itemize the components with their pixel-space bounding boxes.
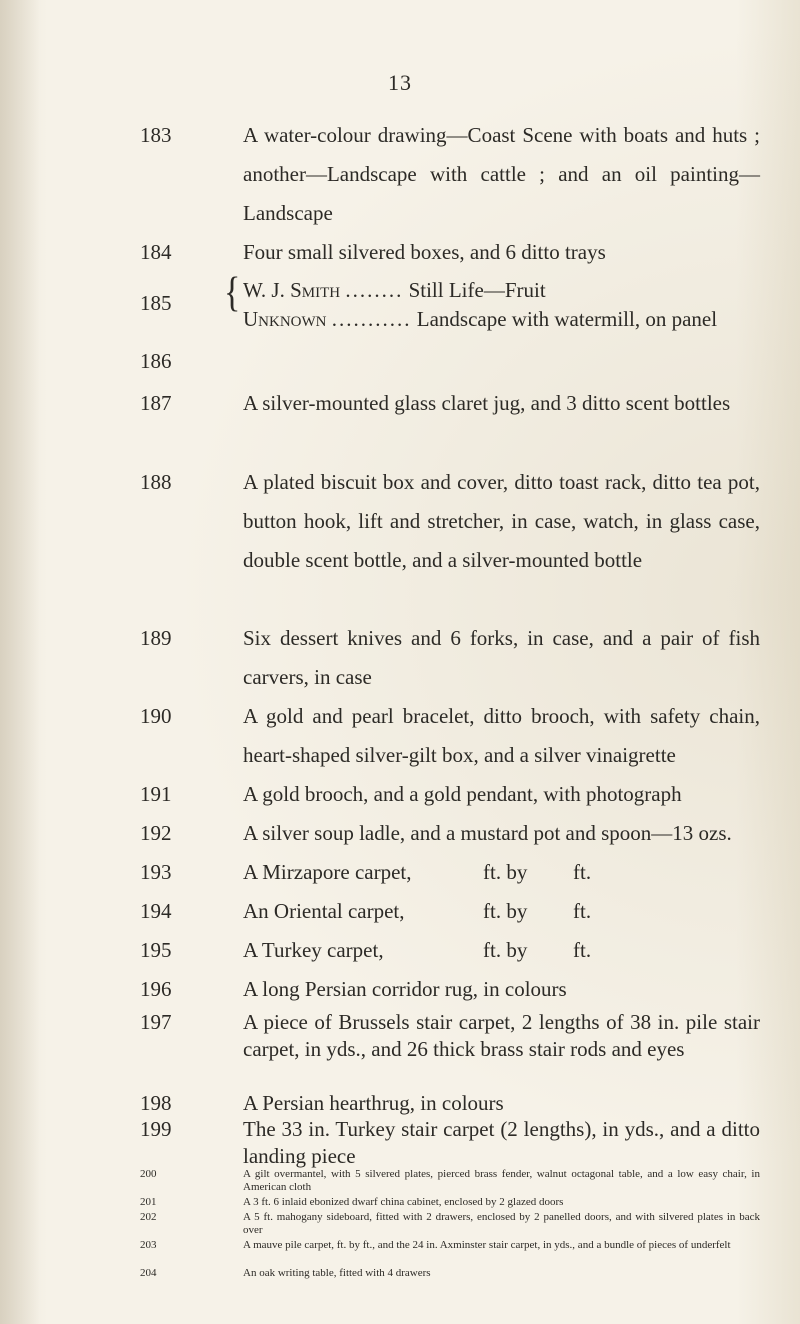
- lot-number: 193: [140, 860, 172, 884]
- lot-description: Six dessert knives and 6 forks, in case, and a pair of fish carvers, in case: [243, 626, 760, 689]
- lot-number: 202: [140, 1211, 157, 1223]
- lot-description: [243, 931, 760, 970]
- artist-name: W. J. Smith: [243, 278, 341, 302]
- lot-number: 185: [140, 291, 172, 315]
- artwork-title: Still Life—Fruit: [408, 278, 546, 302]
- lot-number: 201: [140, 1196, 157, 1208]
- lot-description: A water-colour drawing—Coast Scene with boats and huts ; another—Landscape with cattle ; and an oil painting—Landscape: [243, 123, 760, 225]
- lot-description: A plated biscuit box and cover, ditto toast rack, ditto tea pot, button hook, lift and stretcher, in case, watch, in glass case, double scent bottle, and a silver-mounted bottle: [243, 470, 760, 572]
- lot-number: 184: [140, 240, 172, 264]
- lot-number: 198: [140, 1091, 172, 1115]
- lot-entry: [243, 276, 760, 305]
- lot-number: 192: [140, 821, 172, 845]
- bracket-glyph: {: [224, 269, 241, 316]
- leader-dots: ...........: [331, 307, 412, 331]
- lot-description: Four small silvered boxes, and 6 ditto trays: [243, 240, 606, 264]
- lot-description: A gold and pearl bracelet, ditto brooch, with safety chain, heart-shaped silver-gilt box, and a silver vinaigrette: [243, 704, 760, 767]
- lot-number: 197: [140, 1010, 172, 1034]
- dimension-label: ft.: [573, 860, 592, 884]
- carpet-description: An Oriental carpet,: [243, 899, 405, 923]
- page-edge-shadow: [0, 0, 40, 1324]
- dimension-label: ft. by: [483, 860, 528, 884]
- lot-description: A long Persian corridor rug, in colours: [243, 977, 567, 1001]
- carpet-description: A Turkey carpet,: [243, 938, 384, 962]
- lot-description: A Persian hearthrug, in colours: [243, 1091, 504, 1115]
- lot-description: A mauve pile carpet, ft. by ft., and the 24 in. Axminster stair carpet, in yds., and a bundle of pieces of underfelt: [243, 1239, 731, 1251]
- lot-description: A gold brooch, and a gold pendant, with photograph: [243, 782, 682, 806]
- lot-number: 203: [140, 1239, 157, 1251]
- lot-description: [243, 276, 760, 334]
- lot-number: 190: [140, 704, 172, 728]
- dimension-label: ft.: [573, 899, 592, 923]
- lot-description: The 33 in. Turkey stair carpet (2 lengths), in yds., and a ditto landing piece: [243, 1117, 760, 1168]
- dimension-label: ft. by: [483, 938, 528, 962]
- leader-dots: ........: [345, 278, 404, 302]
- lot-description: An oak writing table, fitted with 4 drawers: [243, 1267, 431, 1279]
- lot-description: A 5 ft. mahogany sideboard, fitted with 2 drawers, enclosed by 2 panelled doors, and with silvered plates in back over: [243, 1211, 760, 1236]
- lot-number: 199: [140, 1117, 172, 1141]
- artwork-title: Landscape with watermill, on panel: [416, 307, 718, 331]
- lot-description: A 3 ft. 6 inlaid ebonized dwarf china cabinet, enclosed by 2 glazed doors: [243, 1196, 564, 1208]
- lot-number: 191: [140, 782, 172, 806]
- lot-number: 188: [140, 470, 172, 494]
- lot-number: 196: [140, 977, 172, 1001]
- artist-name: Unknown: [243, 307, 327, 331]
- lot-description: A silver soup ladle, and a mustard pot and spoon—13 ozs.: [243, 821, 732, 845]
- lot-entry: [243, 305, 760, 334]
- carpet-description: A Mirzapore carpet,: [243, 860, 412, 884]
- lot-description: A gilt overmantel, with 5 silvered plates, pierced brass fender, walnut octagonal table, and a low easy chair, in American cloth: [243, 1168, 760, 1193]
- page-number: 13: [388, 70, 412, 95]
- lot-description: A silver-mounted glass claret jug, and 3 ditto scent bottles: [243, 391, 731, 415]
- lot-number: 183: [140, 123, 172, 147]
- lot-number: 186: [140, 349, 172, 373]
- lot-description: [243, 892, 760, 931]
- lot-number: 195: [140, 938, 172, 962]
- dimension-label: ft. by: [483, 899, 528, 923]
- lot-number: 200: [140, 1168, 157, 1180]
- lot-number: 204: [140, 1267, 157, 1279]
- lot-description: [243, 853, 760, 892]
- lot-number: 189: [140, 626, 172, 650]
- dimension-label: ft.: [573, 938, 592, 962]
- lot-number: 187: [140, 391, 172, 415]
- lot-number: 194: [140, 899, 172, 923]
- lot-description: A piece of Brussels stair carpet, 2 lengths of 38 in. pile stair carpet, in yds., and 26 thick brass stair rods and eyes: [243, 1010, 760, 1061]
